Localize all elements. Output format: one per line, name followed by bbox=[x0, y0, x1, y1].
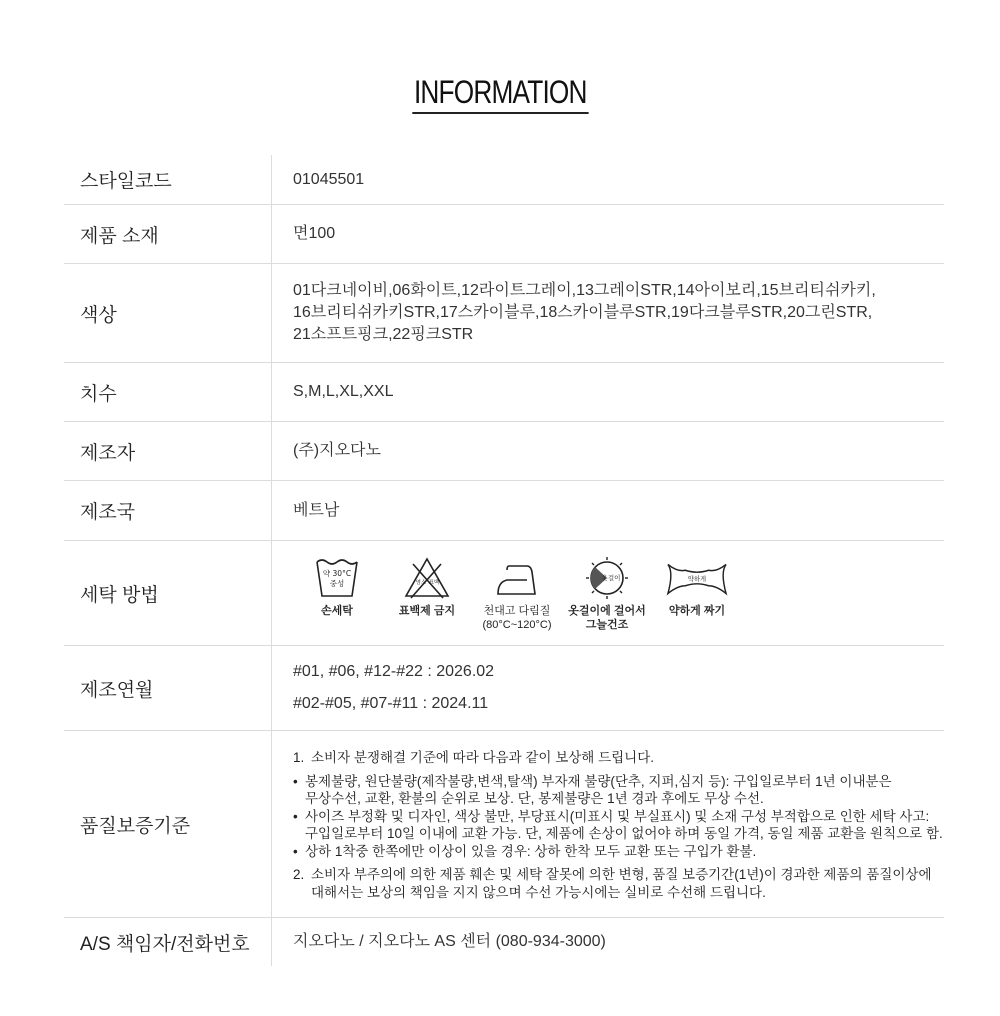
care-label-line: 옷걸이에 걸어서 bbox=[568, 605, 646, 617]
care-inner-text: 중성 bbox=[329, 579, 345, 588]
row-value: (주)지오다노 bbox=[293, 442, 381, 459]
warranty-number: 1. bbox=[293, 750, 305, 765]
warranty-item bbox=[293, 866, 943, 901]
gentle-wring-icon bbox=[666, 556, 728, 600]
color-line: 21소프트핑크,22핑크STR bbox=[293, 326, 474, 343]
row-warranty bbox=[64, 731, 944, 918]
row-value bbox=[272, 264, 944, 362]
care-inner-text: 표백 bbox=[428, 580, 440, 586]
row-value bbox=[272, 646, 944, 730]
row-label: A/S 책임자/전화번호 bbox=[64, 918, 272, 966]
warranty-line: 대해서는 보상의 책임을 지지 않으며 수선 가능시에는 실비로 수선해 드립니다. bbox=[311, 884, 766, 900]
warranty-bullet bbox=[293, 773, 943, 808]
row-as-contact bbox=[64, 918, 944, 966]
row-value: 베트남 bbox=[293, 501, 340, 519]
row-label: 제조연월 bbox=[64, 646, 272, 730]
row-care bbox=[64, 541, 944, 646]
warranty-line: 소비자 부주의에 의한 제품 훼손 및 세탁 잘못에 의한 변형, 품질 보증기간(1년)이 경과한 제품의 품질이상에 bbox=[311, 867, 932, 882]
date-line: #01, #06, #12-#22 : 2026.02 bbox=[293, 663, 495, 680]
care-label: 표백제 금지 bbox=[398, 605, 456, 617]
warranty-item bbox=[293, 749, 943, 767]
care-label bbox=[568, 604, 645, 632]
care-inner-text: 약 30°C bbox=[322, 569, 352, 578]
iron-icon bbox=[493, 556, 541, 600]
care-inner-text: 옷걸이 bbox=[601, 574, 621, 582]
row-country bbox=[64, 481, 944, 541]
row-label: 스타일코드 bbox=[64, 155, 272, 204]
row-maker bbox=[64, 422, 944, 481]
hand-wash-tub-icon bbox=[313, 556, 361, 600]
care-item-wring bbox=[652, 556, 742, 618]
care-label-line: 그늘건조 bbox=[585, 619, 629, 631]
bullet-mark: • bbox=[293, 773, 298, 789]
warranty-bullet bbox=[293, 808, 943, 843]
care-inner-text: 약하게 bbox=[687, 575, 707, 583]
warranty-line: 소비자 분쟁해결 기준에 따라 다음과 같이 보상해 드립니다. bbox=[311, 750, 654, 765]
care-label-line: 천대고 다림질 bbox=[483, 605, 551, 617]
color-line: 01다크네이비,06화이트,12라이트그레이,13그레이STR,14아이보리,15브리티쉬카키, bbox=[293, 282, 876, 299]
row-label: 색상 bbox=[64, 264, 272, 362]
care-item-iron bbox=[472, 556, 562, 632]
date-line: #02-#05, #07-#11 : 2024.11 bbox=[293, 695, 489, 712]
hang-dry-shade-icon bbox=[583, 556, 631, 600]
care-label: 손세탁 bbox=[321, 605, 353, 617]
row-value: 면100 bbox=[293, 225, 336, 242]
row-mfg-date bbox=[64, 646, 944, 731]
care-label bbox=[482, 604, 551, 632]
warranty-line: 사이즈 부정확 및 디자인, 색상 불만, 부당표시(미표시 및 부실표시) 및 소재 구성 부적합으로 인한 세탁 사고: bbox=[305, 808, 930, 824]
page-title-text: INFORMATION bbox=[412, 74, 588, 114]
row-label: 치수 bbox=[64, 363, 272, 421]
warranty-line: 상하 1착중 한쪽에만 이상이 있을 경우: 상하 한착 모두 교환 또는 구입가 환불. bbox=[305, 843, 757, 859]
row-value: S,M,L,XL,XXL bbox=[293, 383, 394, 400]
row-size bbox=[64, 363, 944, 422]
care-inner-text: 염소 bbox=[415, 580, 427, 586]
row-material bbox=[64, 205, 944, 264]
bullet-mark: • bbox=[293, 808, 298, 824]
row-label: 제품 소재 bbox=[64, 205, 272, 263]
row-style-code bbox=[64, 155, 944, 205]
bullet-mark: • bbox=[293, 843, 298, 859]
warranty-number: 2. bbox=[293, 867, 305, 882]
warranty-line: 봉제불량, 원단불량(제작불량,변색,탈색) 부자재 불량(단추, 지퍼,심지 등): 구입일로부터 1년 이내분은 bbox=[305, 773, 892, 789]
page-title bbox=[0, 74, 1000, 114]
warranty-line: 무상수선, 교환, 환불의 순위로 보상. 단, 봉제불량은 1년 경과 후에도 무상 수선. bbox=[305, 791, 764, 806]
care-item-hang-dry bbox=[562, 556, 652, 632]
row-color bbox=[64, 264, 944, 363]
row-value: 지오다노 / 지오다노 AS 센터 (080-934-3000) bbox=[293, 933, 606, 950]
color-line: 16브리티쉬카키STR,17스카이블루,18스카이블루STR,19다크블루STR,20그린STR, bbox=[293, 304, 873, 321]
product-info-table bbox=[64, 155, 944, 966]
warranty-text bbox=[272, 731, 944, 917]
row-label: 품질보증기준 bbox=[64, 731, 272, 917]
row-value: 01045501 bbox=[293, 170, 365, 188]
row-label: 세탁 방법 bbox=[64, 541, 272, 645]
care-label: 약하게 짜기 bbox=[668, 605, 726, 617]
care-item-hand-wash bbox=[292, 556, 382, 618]
care-icons bbox=[272, 541, 944, 645]
no-bleach-icon bbox=[403, 556, 451, 600]
care-label-line: (80°C~120°C) bbox=[482, 619, 552, 631]
care-item-no-bleach bbox=[382, 556, 472, 618]
warranty-line: 구입일로부터 10일 이내에 교환 가능. 단, 제품에 손상이 없어야 하며 동일 가격, 동일 제품 교환을 원칙으로 함. bbox=[305, 826, 943, 841]
row-label: 제조자 bbox=[64, 422, 272, 480]
row-label: 제조국 bbox=[64, 481, 272, 540]
warranty-bullet bbox=[293, 843, 943, 861]
